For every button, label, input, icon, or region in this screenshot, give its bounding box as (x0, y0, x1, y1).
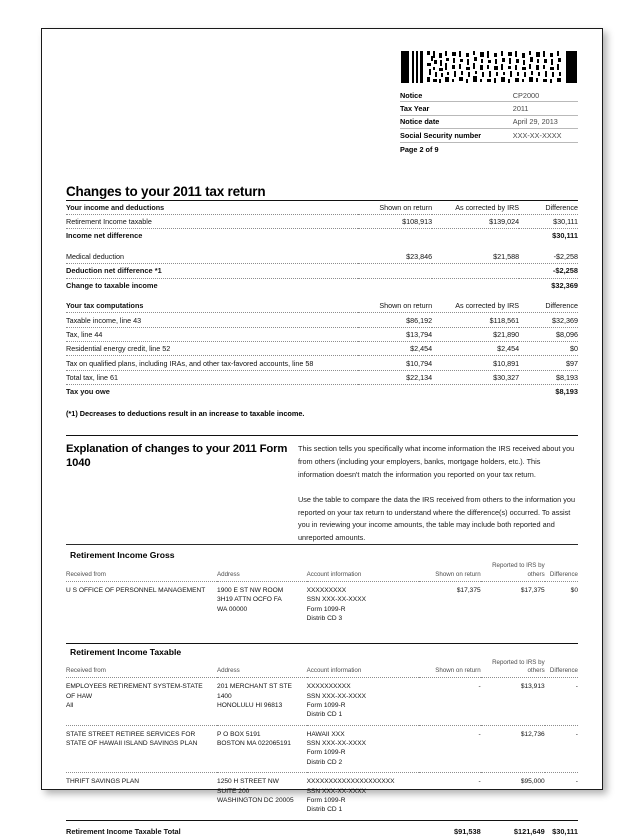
explanation-body (298, 443, 578, 544)
col-header-corrected: As corrected by IRS (432, 201, 519, 215)
row-difference: $8,193 (519, 384, 578, 398)
col-header-received-from: Received from (66, 659, 217, 678)
info-row-notice (400, 89, 578, 102)
total-shown: $91,538 (419, 820, 480, 837)
row-shown: $23,846 (358, 250, 432, 264)
info-row-ssn (400, 129, 578, 142)
row-difference: -$2,258 (519, 264, 578, 279)
row-difference: -$2,258 (519, 250, 578, 264)
row-label: Retirement Income taxable (66, 214, 358, 228)
explanation-heading: Explanation of changes to your 2011 Form 1040 (66, 443, 298, 470)
col-header-shown: Shown on return (358, 201, 432, 215)
notice-header-block (400, 51, 578, 156)
explanation-section (66, 436, 578, 545)
col-header-account-information: Account information (307, 659, 420, 678)
row-label: Income net difference (66, 229, 358, 243)
table-row (66, 342, 578, 356)
payer-account-info: XXXXXXXXXXXXXXXXXXXX SSN XXX-XX-XXXX Form 1099-R Distrib CD 1 (307, 773, 420, 820)
row-label: Residential energy credit, line 52 (66, 342, 358, 356)
payer-address: 201 MERCHANT ST STE 1400 HONOLULU HI 96813 (217, 678, 307, 725)
table-row (66, 384, 578, 398)
gross-section-title: Retirement Income Gross (66, 547, 578, 562)
payer-account-info: XXXXXXXXXX SSN XXX-XX-XXXX Form 1099-R Distrib CD 1 (307, 678, 420, 725)
row-corrected: $139,024 (432, 214, 519, 228)
taxable-total-row (66, 820, 578, 837)
row-difference: $0 (519, 342, 578, 356)
row-corrected: $21,588 (432, 250, 519, 264)
taxable-section-title: Retirement Income Taxable (66, 644, 578, 659)
col-header-address: Address (217, 562, 307, 581)
tax-table-title: Your tax computations (66, 299, 358, 313)
barcode (400, 51, 578, 83)
col-header-difference: Difference (519, 201, 578, 215)
payer-address: P O BOX 5191 BOSTON MA 022065191 (217, 725, 307, 772)
row-corrected (432, 278, 519, 292)
payer-name: STATE STREET RETIREE SERVICES FOR STATE OF HAWAII ISLAND SAVINGS PLAN (66, 725, 217, 772)
row-label: Total tax, line 61 (66, 370, 358, 384)
total-difference: $30,111 (545, 820, 578, 837)
info-row-tax-year (400, 102, 578, 115)
row-label: Medical deduction (66, 250, 358, 264)
row-corrected: $21,890 (432, 327, 519, 341)
payer-name: EMPLOYEES RETIREMENT SYSTEM-STATE OF HAW All (66, 678, 217, 725)
income-table-title: Your income and deductions (66, 201, 358, 215)
footnote-deductions: (*1) Decreases to deductions result in an increase to taxable income. (66, 409, 578, 418)
row-corrected (432, 229, 519, 243)
payer-row (66, 678, 578, 725)
row-label: Tax, line 44 (66, 327, 358, 341)
row-shown: $10,794 (358, 356, 432, 370)
explanation-paragraph-1: This section tells you specifically what income information the IRS received about you from others (including your employers, banks, mortgage holders, etc.). This information doesn't match the information you reported on your tax return. (298, 443, 578, 481)
row-label: Tax on qualified plans, including IRAs, and other tax-favored accounts, line 58 (66, 356, 358, 370)
row-shown: $2,454 (358, 342, 432, 356)
payer-reported: $17,375 (481, 582, 545, 629)
row-difference: $8,096 (519, 327, 578, 341)
row-corrected (432, 264, 519, 279)
page-number: Page 2 of 9 (400, 142, 578, 155)
page-content (42, 29, 602, 789)
col-header-shown: Shown on return (358, 299, 432, 313)
total-label: Retirement Income Taxable Total (66, 820, 419, 837)
payer-address: 1900 E ST NW ROOM 3H19 ATTN OCFO FA WA 00000 (217, 582, 307, 629)
table-row (66, 356, 578, 370)
col-header-account-information: Account information (307, 562, 420, 581)
col-header-difference: Difference (519, 299, 578, 313)
info-value-notice-date: April 29, 2013 (505, 115, 578, 128)
row-shown (358, 384, 432, 398)
payer-reported: $12,736 (481, 725, 545, 772)
payer-shown: $17,375 (419, 582, 480, 629)
row-corrected: $10,891 (432, 356, 519, 370)
col-header-corrected: As corrected by IRS (432, 299, 519, 313)
table-row (66, 250, 578, 264)
row-difference: $32,369 (519, 313, 578, 327)
info-value-ssn: XXX-XX-XXXX (505, 129, 578, 142)
total-reported: $121,649 (481, 820, 545, 837)
payer-account-info: XXXXXXXXX SSN XXX-XX-XXXX Form 1099-R Distrib CD 3 (307, 582, 420, 629)
table-row (66, 278, 578, 292)
taxable-table-header-row (66, 659, 578, 678)
payer-difference: $0 (545, 582, 578, 629)
row-label: Change to taxable income (66, 278, 358, 292)
row-label: Tax you owe (66, 384, 358, 398)
info-row-page (400, 142, 578, 155)
payer-difference: - (545, 725, 578, 772)
row-corrected (432, 384, 519, 398)
row-shown (358, 229, 432, 243)
row-difference: $32,369 (519, 278, 578, 292)
payer-reported: $95,000 (481, 773, 545, 820)
row-corrected: $30,327 (432, 370, 519, 384)
payer-name: U S OFFICE OF PERSONNEL MANAGEMENT (66, 582, 217, 629)
explanation-paragraph-2: Use the table to compare the data the IRS received from others to the information you reported on your tax return to understand where the difference(s) occurred. To assist you in reviewing your income amounts, the table may include both reported and unreported amounts. (298, 494, 578, 544)
table-row (66, 264, 578, 279)
payer-row (66, 773, 578, 820)
gross-table (66, 562, 578, 628)
gross-table-header-row (66, 562, 578, 581)
info-label-notice: Notice (400, 89, 505, 102)
info-row-notice-date (400, 115, 578, 128)
col-header-shown-on-return: Shown on return (419, 562, 480, 581)
payer-row (66, 725, 578, 772)
row-difference: $30,111 (519, 214, 578, 228)
retirement-income-gross-section (66, 547, 578, 628)
tax-table-header-row (66, 299, 578, 313)
row-shown (358, 278, 432, 292)
payer-name: THRIFT SAVINGS PLAN (66, 773, 217, 820)
row-label: Deduction net difference *1 (66, 264, 358, 279)
tax-computations-table (66, 299, 578, 398)
payer-reported: $13,913 (481, 678, 545, 725)
payer-row (66, 582, 578, 629)
table-row (66, 313, 578, 327)
document-page (41, 28, 603, 790)
row-label: Taxable income, line 43 (66, 313, 358, 327)
taxable-table (66, 659, 578, 837)
info-value-notice: CP2000 (505, 89, 578, 102)
payer-account-info: HAWAII XXX SSN XXX-XX-XXXX Form 1099-R Distrib CD 2 (307, 725, 420, 772)
row-difference: $30,111 (519, 229, 578, 243)
row-shown: $13,794 (358, 327, 432, 341)
col-header-reported-by-others: Reported to IRS by others (481, 659, 545, 678)
table-row (66, 214, 578, 228)
table-row (66, 327, 578, 341)
payer-shown: - (419, 773, 480, 820)
col-header-difference: Difference (545, 659, 578, 678)
payer-shown: - (419, 678, 480, 725)
row-corrected: $118,561 (432, 313, 519, 327)
page-title: Changes to your 2011 tax return (66, 184, 578, 201)
row-shown: $86,192 (358, 313, 432, 327)
row-shown (358, 264, 432, 279)
payer-difference: - (545, 678, 578, 725)
income-deductions-table (66, 201, 578, 300)
col-header-difference: Difference (545, 562, 578, 581)
table-row (66, 370, 578, 384)
payer-difference: - (545, 773, 578, 820)
col-header-received-from: Received from (66, 562, 217, 581)
table-row (66, 229, 578, 243)
info-label-ssn: Social Security number (400, 129, 505, 142)
retirement-income-taxable-section (66, 644, 578, 837)
col-header-shown-on-return: Shown on return (419, 659, 480, 678)
info-label-notice-date: Notice date (400, 115, 505, 128)
row-shown: $22,134 (358, 370, 432, 384)
row-corrected: $2,454 (432, 342, 519, 356)
payer-address: 1250 H STREET NW SUITE 200 WASHINGTON DC 20005 (217, 773, 307, 820)
col-header-reported-by-others: Reported to IRS by others (481, 562, 545, 581)
col-header-address: Address (217, 659, 307, 678)
income-table-header-row (66, 201, 578, 215)
payer-shown: - (419, 725, 480, 772)
row-difference: $8,193 (519, 370, 578, 384)
notice-info-table (400, 89, 578, 156)
info-label-tax-year: Tax Year (400, 102, 505, 115)
info-value-tax-year: 2011 (505, 102, 578, 115)
row-shown: $108,913 (358, 214, 432, 228)
row-difference: $97 (519, 356, 578, 370)
